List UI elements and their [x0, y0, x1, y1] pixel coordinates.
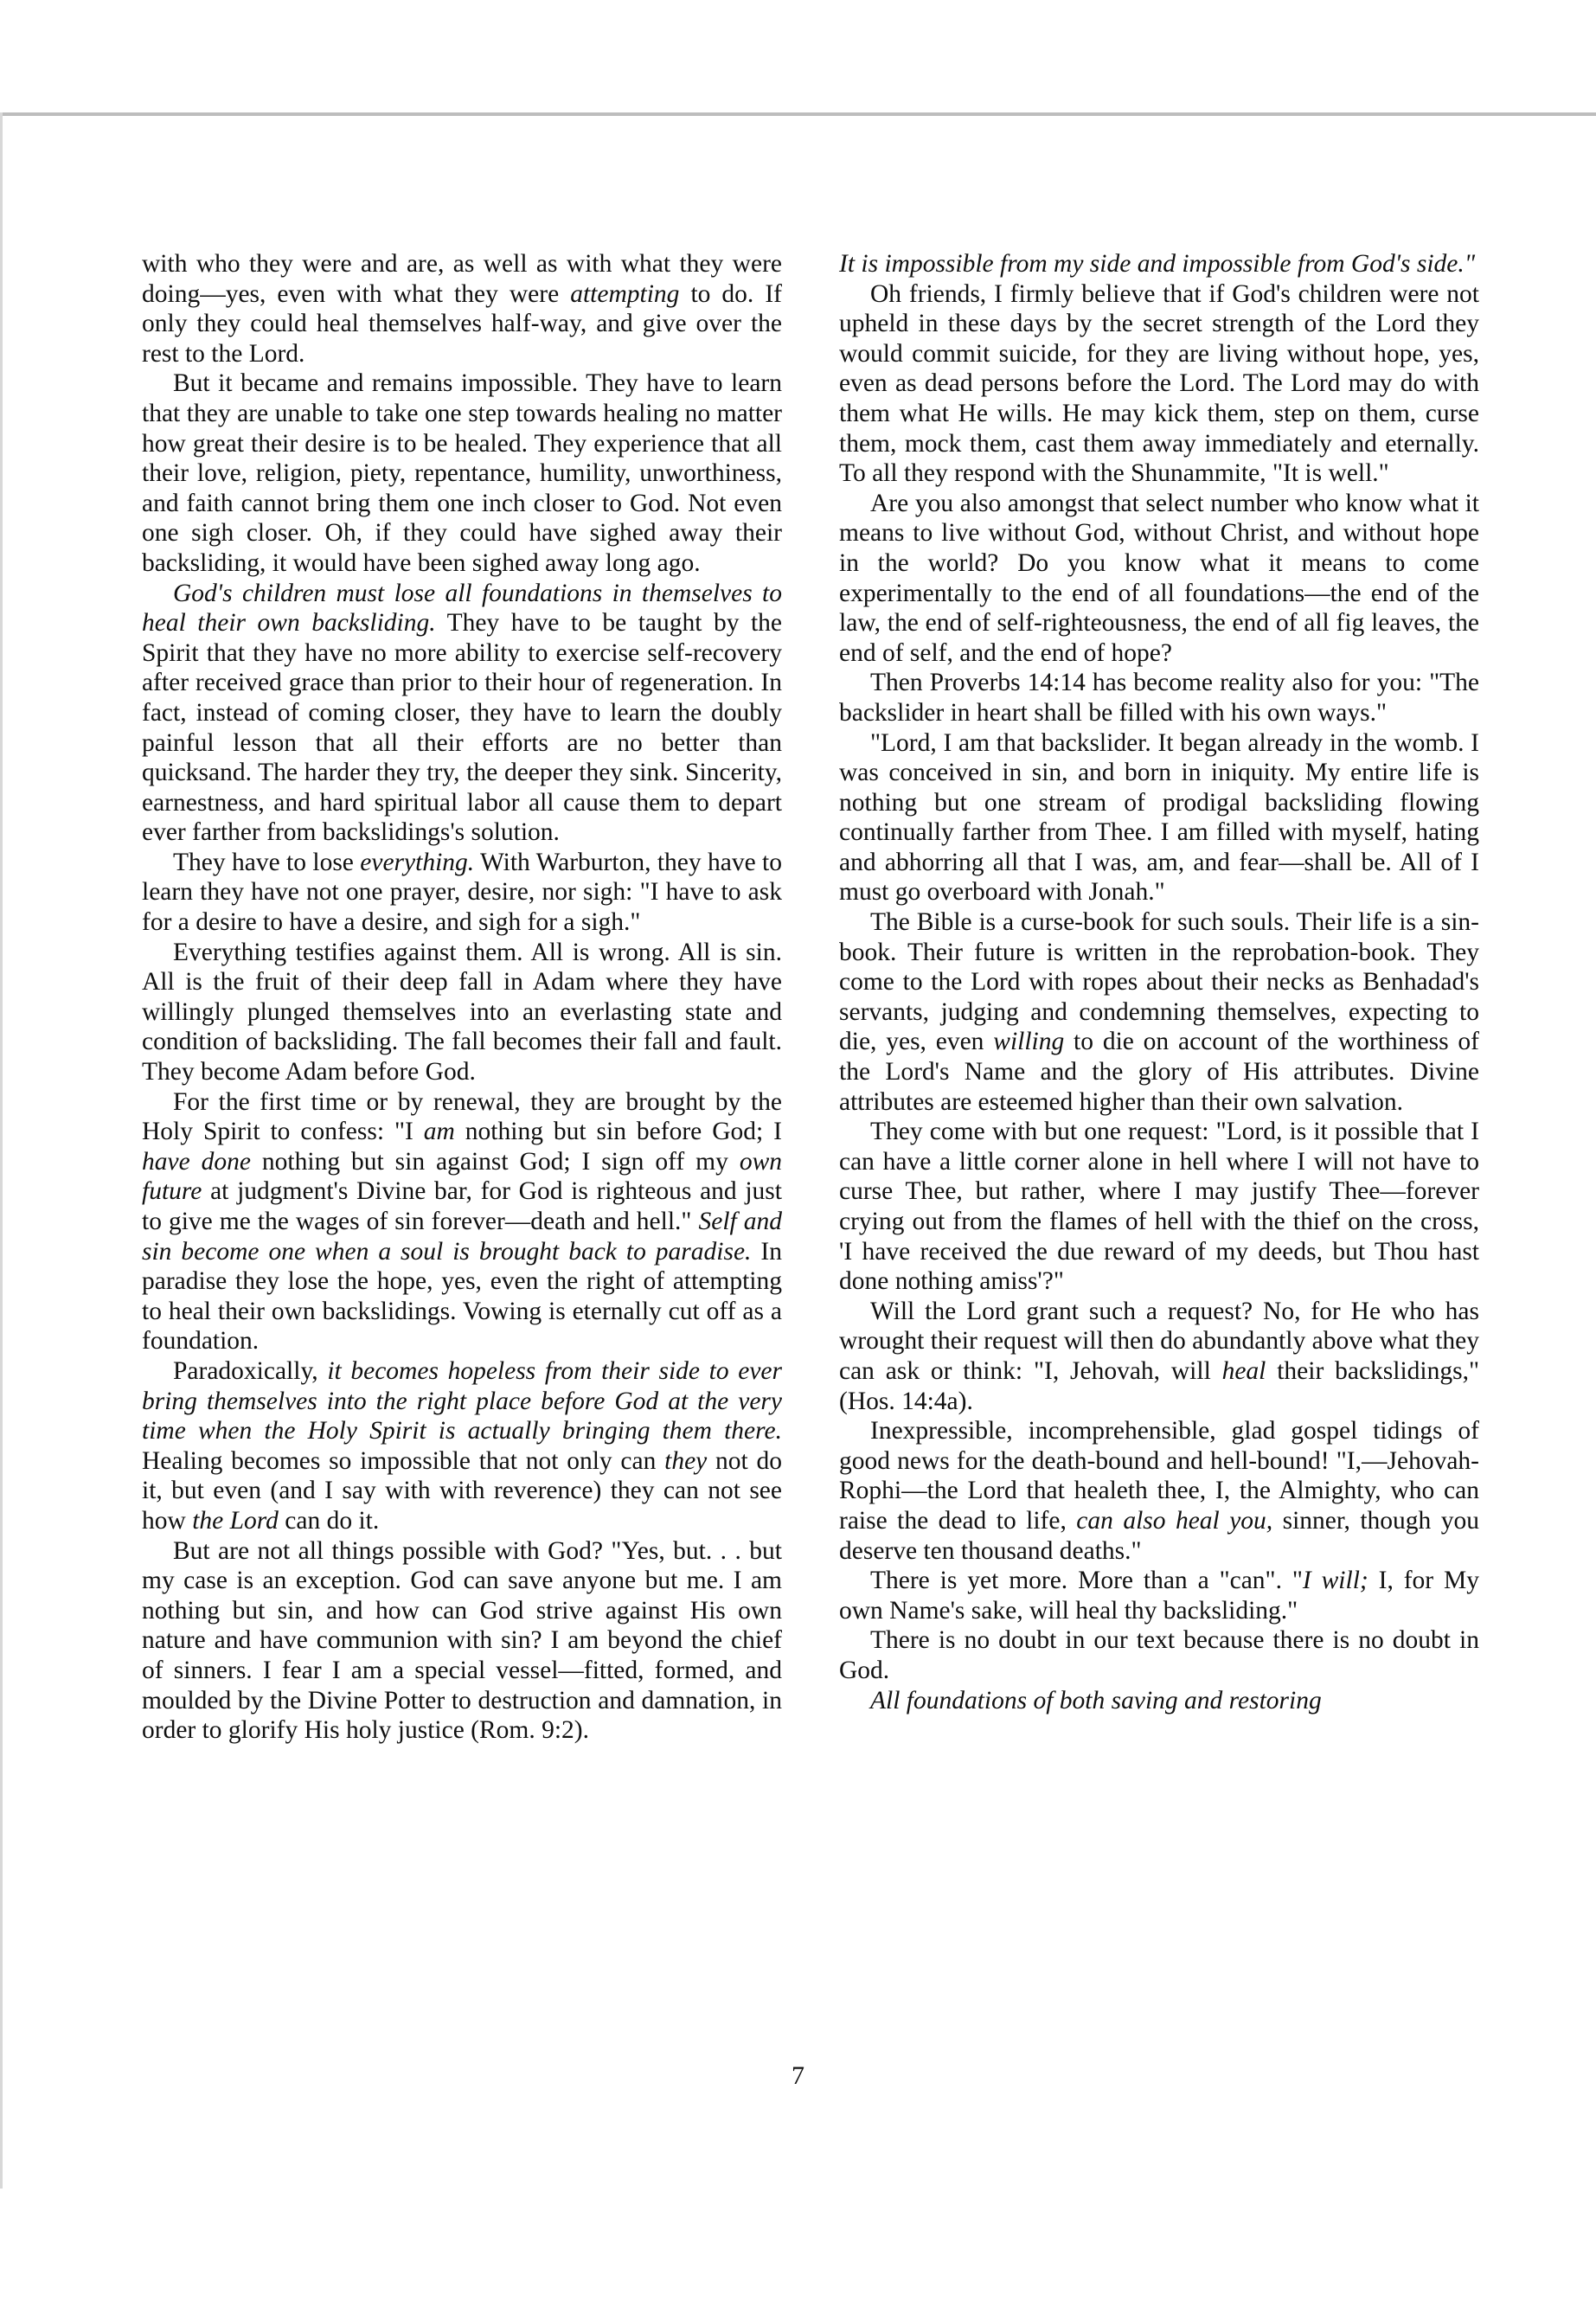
paragraph [142, 938, 782, 1087]
italic-text: All foundations of both saving and restoring [870, 1686, 1322, 1715]
text-run: Inexpressible, incomprehensible, glad gospel tidings of good news for the death-bound and hell-bound! "I,—Jehovah-Rophi—the Lord that healeth thee, I, the Almighty, who can raise the dead to life, [839, 1417, 1479, 1535]
italic-text: It is impossible from my side and impossible from God's side." [839, 250, 1476, 278]
paragraph [839, 668, 1479, 727]
text-run: Will the Lord grant such a request? No, for He who has wrought their request will then do abundantly above what they can ask or think: "I, Jehovah, will [839, 1297, 1479, 1385]
text-run: But it became and remains impossible. They have to learn that they are unable to take one step towards healing no matter how great their desire is to be healed. They experience that all their love, religion, piety, repentance, humility, unworthiness, and faith cannot bring them one inch closer to God. Not even one sigh closer. Oh, if they could have sighed away their backsliding, it would have been sighed away long ago. [142, 369, 782, 577]
text-run: to do. If only they could heal themselves half-way, and give over the rest to the Lord. [142, 279, 782, 368]
text-run: For the first time or by renewal, they are brought by the Holy Spirit to confess: "I [142, 1087, 782, 1146]
text-run: But are not all things possible with God? "Yes, but. . . but my case is an exception. God can save anyone but me. I am nothing but sin, and how can God strive against His own nature and have communion with sin? I am beyond the chief of sinners. I fear I am a special vessel—fitted, formed, and moulded by the Divine Potter to destruction and damnation, in order to glorify His holy justice (Rom. 9:2). [142, 1536, 782, 1745]
text-run: at judgment's Divine bar, for God is righteous and just to give me the wages of sin forever—death and hell." [142, 1177, 782, 1235]
paragraph [839, 279, 1479, 489]
paragraph [839, 489, 1479, 669]
text-run: In paradise they lose the hope, yes, even the right of attempting to heal their own backslidings. Vowing is eternally cut off as a foundation. [142, 1237, 782, 1356]
paragraph [839, 1416, 1479, 1566]
text-run: I, for My own Name's sake, will heal thy backsliding." [839, 1567, 1479, 1625]
italic-text: heal [1221, 1356, 1266, 1385]
left-column [142, 249, 782, 1746]
text-run: They have to be taught by the Spirit that they have no more ability to exercise self-recovery after received grace than prior to their hour of regeneration. In fact, instead of coming closer, they have to learn the doubly painful lesson that all their efforts are no better than quicksand. The harder they try, the deeper they sink. Sincerity, earnestness, and hard spiritual labor all cause them to depart ever farther from backslidings's solution. [142, 609, 782, 847]
italic-text: have done [142, 1147, 251, 1176]
italic-text: God's children must lose all foundations in themselves to heal their own backsliding. [142, 579, 782, 638]
text-run: nothing but sin before God; I [454, 1118, 782, 1146]
text-run: can do it. [278, 1506, 380, 1535]
text-run: Oh friends, I firmly believe that if God's children were not upheld in these days by the secret strength of the Lord they would commit suicide, for they are living without hope, yes, even as dead persons before the Lord. The Lord may do with them what He wills. He may kick them, step on them, curse them, mock them, cast them away immediately and eternally. To all they respond with the Shunammite, "It is well." [839, 279, 1479, 488]
paragraph [142, 1356, 782, 1536]
paragraph [142, 369, 782, 578]
italic-text: they [664, 1446, 708, 1475]
text-run: Are you also amongst that select number who know what it means to live without God, without Christ, and without hope in the world? Do you know what it means to come experimentally to the end of all foundations—the end of the law, the end of self-righteousness, the end of all fig leaves, the end of self, and the end of hope? [839, 489, 1479, 667]
text-run: with who they were and are, as well as with what they were doing—yes, even with what they were [142, 250, 782, 308]
paragraph [839, 1297, 1479, 1416]
italic-text: willing [993, 1028, 1065, 1056]
paragraph [142, 579, 782, 848]
italic-text: it becomes hopeless from their side to ever bring themselves into the right place before God at the very time when the Holy Spirit is actually bringing them there. [142, 1356, 782, 1445]
page-number: 7 [792, 2061, 804, 2090]
paragraph [839, 1625, 1479, 1685]
text-run: Paradoxically, [173, 1356, 328, 1385]
right-column [839, 249, 1479, 1715]
italic-text: the Lord [192, 1506, 279, 1535]
paragraph [839, 907, 1479, 1117]
text-run: The Bible is a curse-book for such souls. Their life is a sin-book. Their future is written in the reprobation-book. They come to the Lord with ropes about their necks as Benhadad's servants, judging and condemning themselves, expecting to die, yes, even [839, 908, 1479, 1056]
text-run: Healing becomes so impossible that not only can [142, 1446, 665, 1475]
paragraph [142, 848, 782, 938]
text-run: "Lord, I am that backslider. It began already in the womb. I was conceived in sin, and born in iniquity. My entire life is nothing but one stream of prodigal backsliding flowing continually farther from Thee. I am filled with myself, hating and abhorring all that I was, am, and fear—shall be. All of I must go overboard with Jonah." [839, 728, 1479, 907]
text-run: They come with but one request: "Lord, is it possible that I can have a little corner alone in hell where I will not have to curse Thee, but rather, where I may justify Thee—forever crying out from the flames of hell with the thief on the cross, 'I have received the due reward of my deeds, but Thou hast done nothing amiss'?" [839, 1118, 1479, 1296]
scan-left-edge [0, 112, 3, 2189]
paragraph [839, 249, 1479, 279]
text-run: Then Proverbs 14:14 has become reality also for you: "The backslider in heart shall be filled with his own ways." [839, 669, 1479, 727]
paragraph [839, 1117, 1479, 1297]
scan-top-edge [0, 112, 1596, 116]
paragraph [142, 1536, 782, 1746]
text-run: Everything testifies against them. All is wrong. All is sin. All is the fruit of their deep fall in Adam where they have willingly plunged themselves into an everlasting state and condition of backsliding. The fall becomes their fall and fault. They become Adam before God. [142, 938, 782, 1086]
italic-text: I will; [1302, 1567, 1368, 1595]
italic-text: attempting [570, 279, 680, 308]
text-run: With Warburton, they have to learn they have not one prayer, desire, nor sigh: "I have to ask for a desire to have a desire, and sigh for a sigh." [142, 848, 782, 937]
italic-text: am [423, 1118, 455, 1146]
text-run: sinner, though you deserve ten thousand deaths." [839, 1506, 1480, 1565]
text-run: not do it, but even (and I say with with reverence) they can not see how [142, 1446, 782, 1535]
paragraph [142, 1087, 782, 1356]
paragraph [839, 1566, 1479, 1625]
paragraph [839, 1686, 1479, 1716]
italic-text: Self and sin become one when a soul is brought back to paradise. [142, 1208, 782, 1266]
text-run: their backslidings," (Hos. 14:4a). [839, 1356, 1479, 1415]
italic-text: can also heal you, [1076, 1506, 1273, 1535]
italic-text: own future [142, 1147, 783, 1206]
paragraph [142, 249, 782, 369]
text-run: nothing but sin against God; I sign off my [250, 1147, 740, 1176]
text-run: There is yet more. More than a "can". " [870, 1567, 1303, 1595]
text-run: to die on account of the worthiness of the Lord's Name and the glory of His attributes. Divine attributes are esteemed higher than their own salvation. [839, 1028, 1479, 1116]
paragraph [839, 728, 1479, 908]
text-run: There is no doubt in our text because there is no doubt in God. [839, 1626, 1479, 1684]
text-run: They have to lose [173, 848, 361, 876]
italic-text: everything. [360, 848, 475, 876]
